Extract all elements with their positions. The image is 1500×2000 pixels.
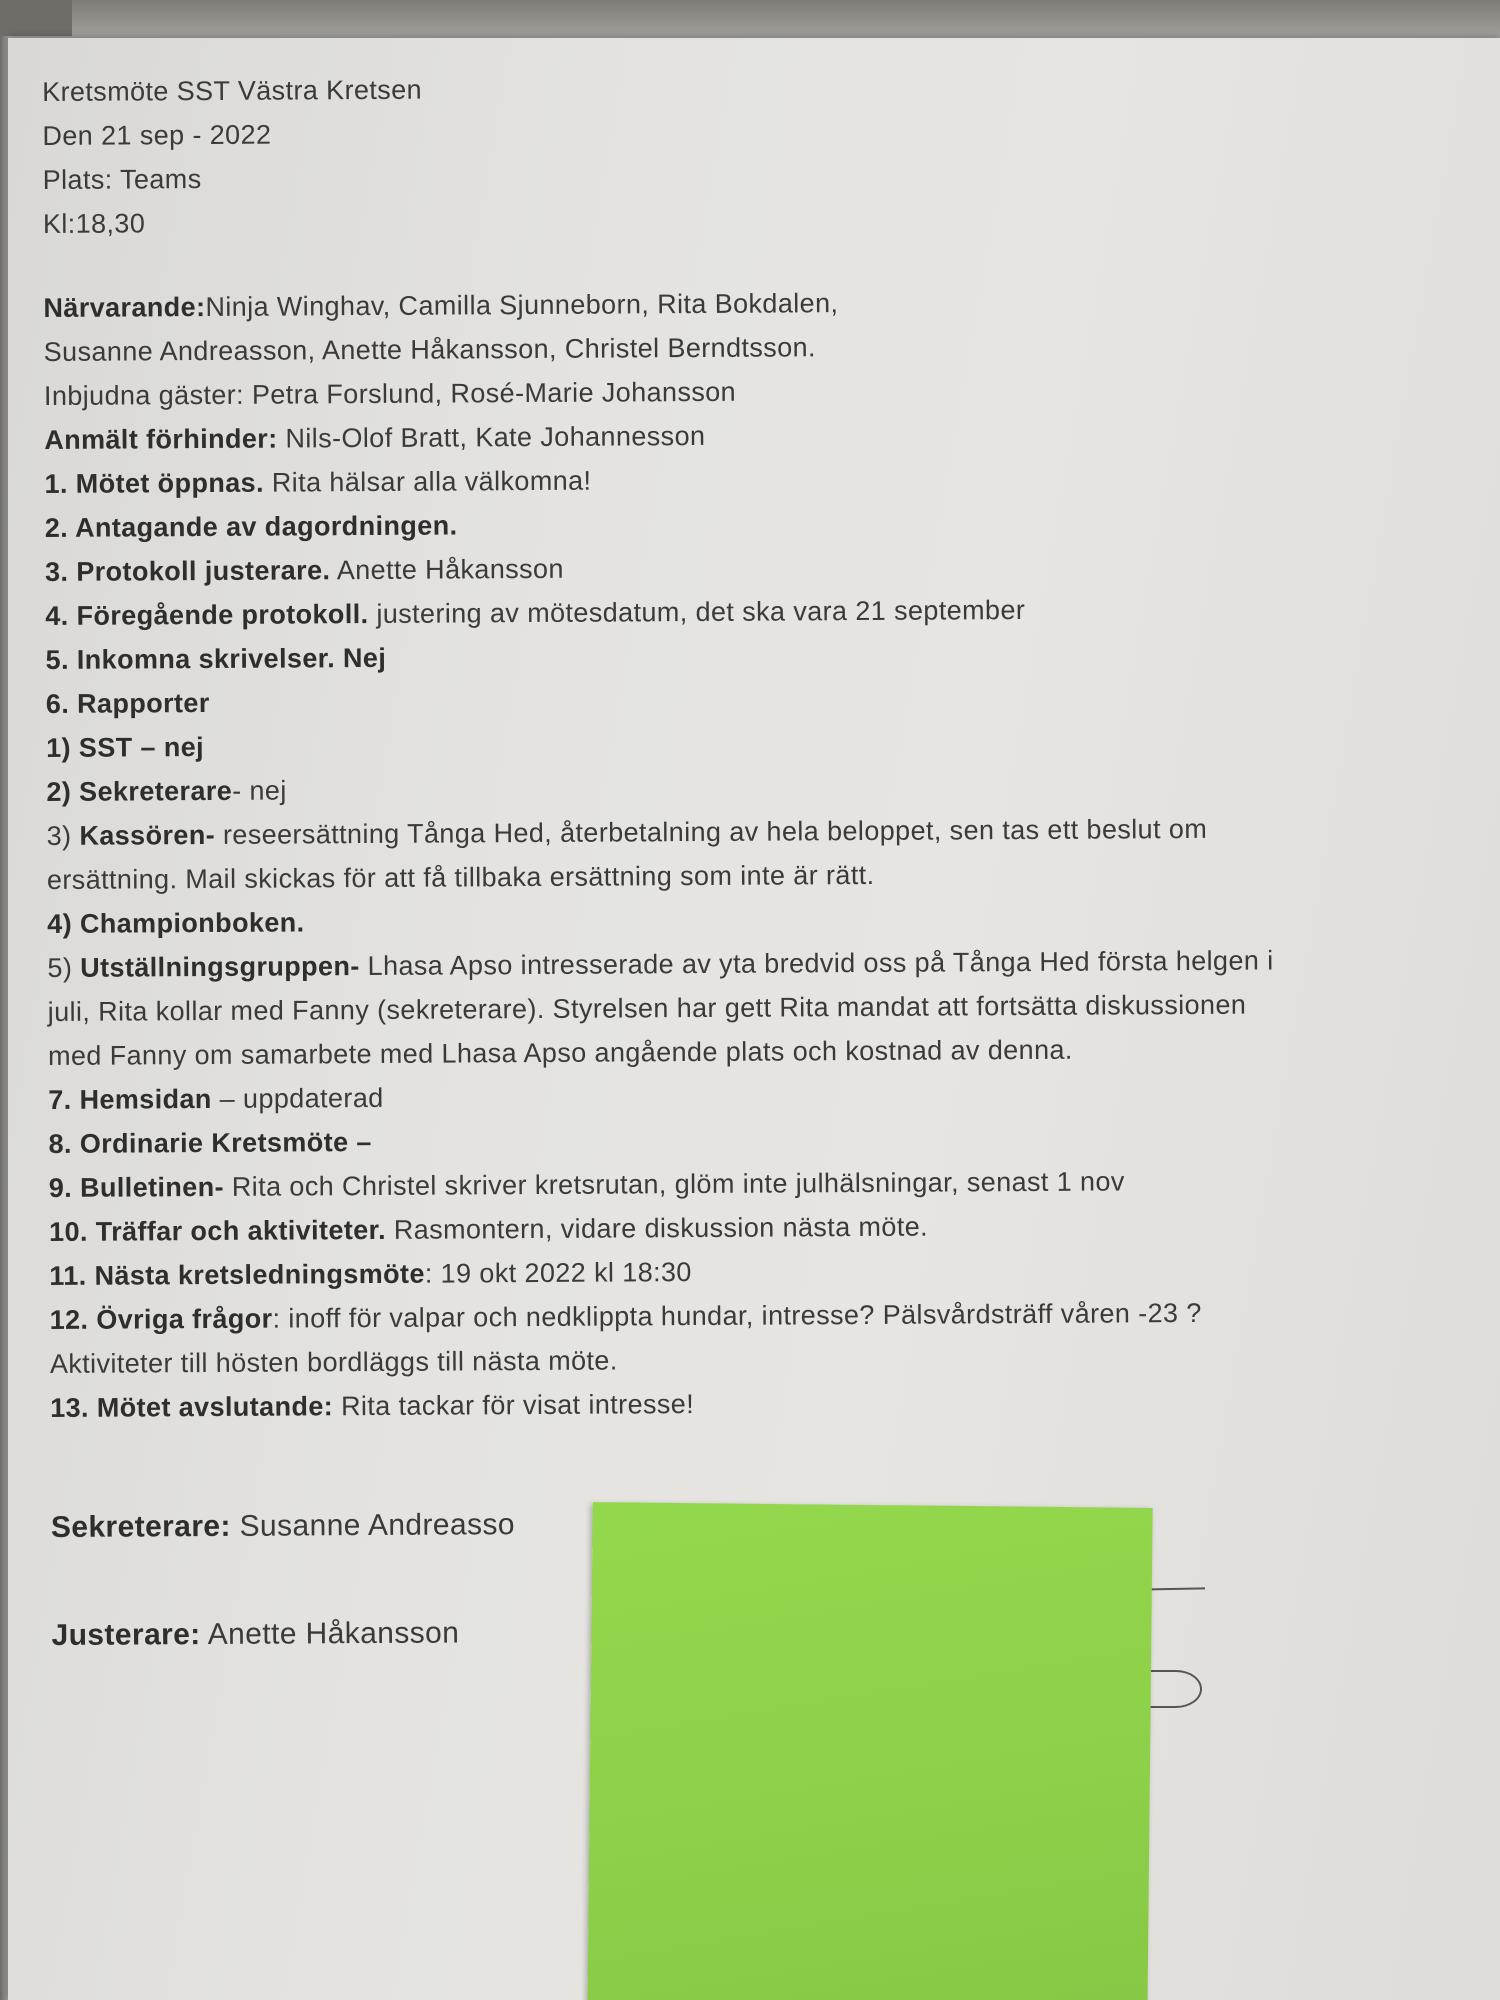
report-exhibition-cont-1: juli, Rita kollar med Fanny (sekreterare). Styrelsen har gett Rita mandat att fortsätta diskussionen	[47, 989, 1247, 1027]
agenda-item-label: 3. Protokoll justerare.	[44, 555, 331, 587]
agenda-item-label: 11. Nästa kretsledningsmöte	[49, 1258, 425, 1291]
agenda-item-label: 4. Föregående protokoll.	[45, 599, 369, 631]
agenda-item-text: Rita och Christel skriver kretsrutan, glöm inte julhälsningar, senast 1 nov	[223, 1166, 1125, 1202]
absent-label: Anmält förhinder:	[44, 423, 278, 455]
agenda-item-text: Rasmontern, vidare diskussion nästa möte.	[385, 1211, 929, 1245]
secretary-label: Sekreterare:	[50, 1509, 231, 1544]
report-sst: 1) SST – nej	[46, 732, 205, 763]
report-exhibition-cont-2: med Fanny om samarbete med Lhasa Apso angående plats och kostnad av denna.	[47, 1034, 1073, 1071]
paper-corner-shadow	[0, 0, 72, 36]
agenda-item-text: Rita tackar för visat intresse!	[333, 1389, 695, 1422]
meeting-minutes	[42, 61, 1472, 1660]
present-names-1: Ninja Winghav, Camilla Sjunneborn, Rita Bokdalen,	[205, 288, 839, 323]
report-championbook: 4) Championboken.	[47, 907, 305, 939]
report-treasurer-cont: ersättning. Mail skickas för att få tillbaka ersättning som inte är rätt.	[46, 859, 875, 895]
agenda-item-label: 10. Träffar och aktiviteter.	[49, 1214, 387, 1247]
agenda-item-text: Rita hälsar alla välkomna!	[263, 465, 592, 498]
agenda-item-cont: Aktiviteter till hösten bordläggs till nästa möte.	[49, 1345, 618, 1379]
report-label: Utställningsgruppen-	[80, 951, 360, 983]
absent-names: Nils-Olof Bratt, Kate Johannesson	[277, 420, 706, 454]
agenda-item-label: 5. Inkomna skrivelser. Nej	[45, 642, 387, 675]
report-text: reseersättning Tånga Hed, återbetalning av hela beloppet, sen tas ett beslut om	[214, 813, 1208, 850]
report-text: Lhasa Apso intresserade av yta bredvid oss på Tånga Hed första helgen i	[359, 945, 1274, 982]
agenda-item-label: 6. Rapporter	[45, 687, 210, 719]
agenda-item-label: 1. Mötet öppnas.	[44, 467, 265, 499]
report-text: - nej	[232, 775, 287, 806]
agenda-item-text: Anette Håkansson	[330, 553, 564, 586]
agenda-item-text: : 19 okt 2022 kl 18:30	[424, 1257, 692, 1289]
sticky-note	[587, 1502, 1152, 2000]
meeting-place: Plats: Teams	[42, 164, 202, 195]
handwritten-signature-stroke	[1150, 1670, 1202, 1708]
invited-guests: Inbjudna gäster: Petra Forslund, Rosé-Marie Johansson	[43, 376, 737, 411]
agenda-item-label: 7. Hemsidan	[48, 1083, 212, 1115]
secretary-name: Susanne Andreasso	[230, 1508, 516, 1543]
document-title: Kretsmöte SST Västra Kretsen	[42, 74, 423, 107]
adjuster-label: Justerare:	[51, 1618, 201, 1652]
report-exhibition	[47, 937, 1467, 990]
agenda-item-label: 9. Bulletinen-	[48, 1171, 225, 1203]
agenda-item-label: 8. Ordinarie Kretsmöte –	[48, 1127, 372, 1159]
report-number: 5)	[47, 952, 81, 983]
agenda-item-text: justering av mötesdatum, det ska vara 21 september	[368, 595, 1026, 630]
adjuster-name: Anette Håkansson	[200, 1616, 460, 1652]
agenda-item-label: 12. Övriga frågor	[49, 1303, 273, 1335]
meeting-date: Den 21 sep - 2022	[42, 119, 272, 151]
report-number: 3)	[46, 820, 80, 851]
agenda-item-text: – uppdaterad	[211, 1082, 384, 1114]
report-label: Kassören-	[79, 819, 216, 851]
report-label: 2) Sekreterare	[46, 775, 233, 807]
agenda-item	[50, 1377, 1470, 1430]
agenda-item-label: 2. Antagande av dagordningen.	[44, 510, 458, 543]
present-label: Närvarande:	[43, 292, 206, 323]
meeting-time: Kl:18,30	[42, 208, 146, 239]
agenda-item-label: 13. Mötet avslutande:	[50, 1391, 334, 1423]
agenda-item-text: : inoff för valpar och nedklippta hundar, intresse? Pälsvårdsträff våren -23 ?	[272, 1297, 1202, 1334]
present-names-2: Susanne Andreasson, Anette Håkansson, Christel Berndtsson.	[43, 332, 816, 367]
